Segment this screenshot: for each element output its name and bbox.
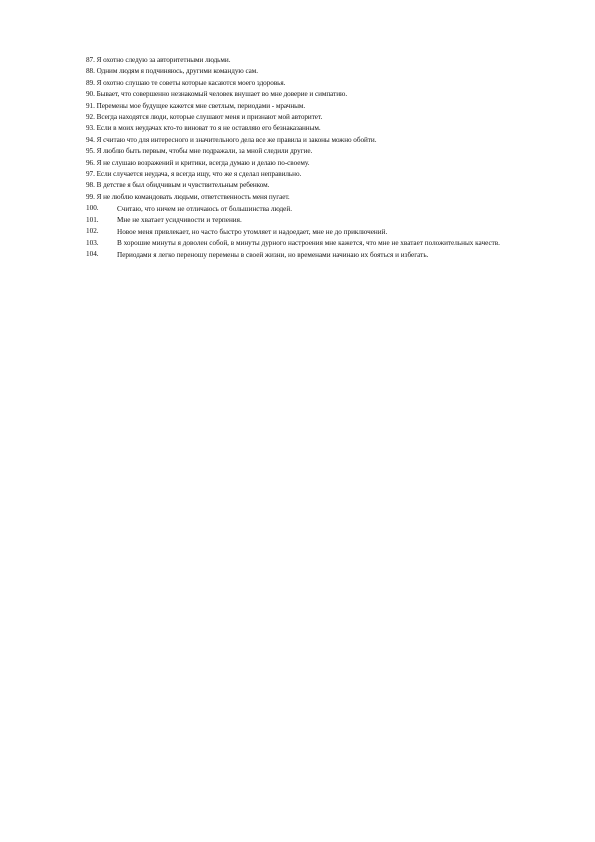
statement-96: 96. Я не слушаю возражений и критики, всегда думаю и делаю по-своему.	[86, 158, 310, 167]
statement-99: 99. Я не люблю командовать людьми, ответственность меня пугает.	[86, 192, 290, 201]
statement-98: 98. В детстве я был обидчивым и чувствительным ребенком.	[86, 181, 270, 190]
statement-92: 92. Всегда находятся люди, которые слушают меня и признают мой авторитет.	[86, 113, 323, 122]
statement-93: 93. Если в моих неудачах кто-то виноват то я не оставляю его безнаказанным.	[86, 124, 321, 133]
statement-88: 88. Одним людям я подчиняюсь, другими командую сам.	[86, 67, 259, 76]
statement-101: 101. Мне не хватает усидчивости и терпения.	[86, 215, 242, 225]
statement-91: 91. Перемены мое будущее кажется мне светлым, периодами - мрачным.	[86, 101, 306, 110]
statement-104: 104. Периодами я легко переношу перемены в своей жизни, но временами начинаю их бояться и избегать.	[86, 249, 429, 259]
statement-89: 89. Я охотно слушаю те советы которые касаются моего здоровья.	[86, 78, 286, 87]
statement-103: 103. В хорошие минуты я доволен собой, в минуты дурного настроения мне кажется, что мне не хватает положительных качеств.	[86, 238, 500, 248]
statement-97: 97. Если случается неудача, я всегда ищу, что же я сделал неправильно.	[86, 170, 302, 179]
document-page	[86, 55, 556, 260]
statement-94: 94. Я считаю что для интересного и значительного дела все же правила и законы можно обойти.	[86, 135, 377, 144]
statement-95: 95. Я люблю быть первым, чтобы мне подражали, за мной следили другие.	[86, 147, 313, 156]
statement-102: 102. Новое меня привлекает, но часто быстро утомляет и надоедает, мне не до приключений.	[86, 227, 388, 236]
statement-87: 87. Я охотно следую за авторитетными людьми.	[86, 56, 231, 64]
statement-100: 100. Считаю, что ничем не отличаюсь от большинства людей.	[86, 204, 292, 213]
statement-90: 90. Бывает, что совершенно незнакомый человек внушает во мне доверие и симпатию.	[86, 90, 348, 99]
